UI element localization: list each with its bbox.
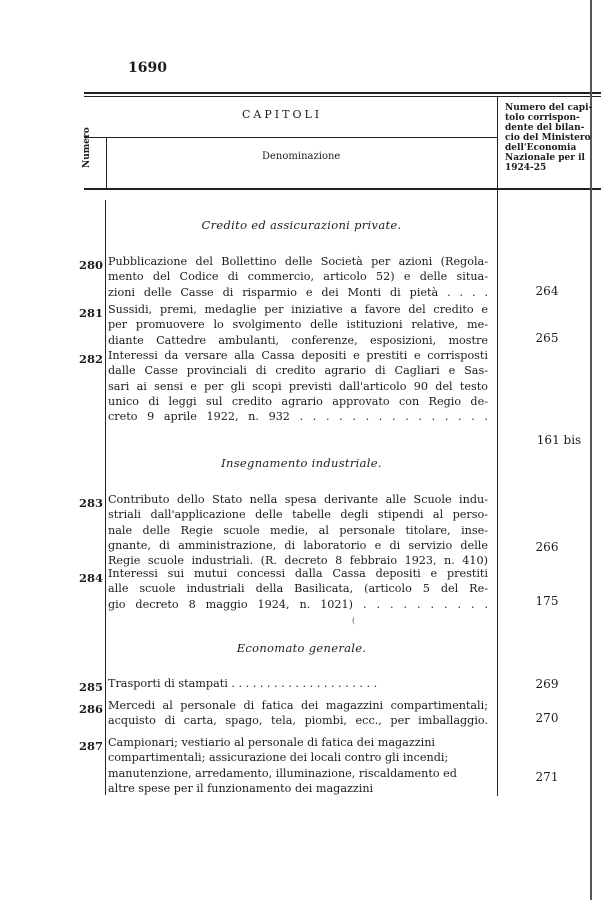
entry-line: compartimentali; assicurazione dei locali contro gli incendi; [108, 751, 449, 765]
entry-line: Contributo dello Stato nella spesa derivante alle Scuole indu- [108, 493, 488, 506]
entry-number: 283 [78, 496, 103, 510]
entry-line: Sussidi, premi, medaglie per iniziative a favore del credito e [108, 303, 488, 316]
entry-line: gnante, di amministrazione, di laboratorio e di servizio delle [108, 538, 488, 552]
entry-line: Regie scuole industriali. (R. decreto 8 febbraio 1923, n. 410) [108, 554, 488, 568]
numero-column-divider [106, 138, 107, 190]
entry-line: mento del Codice di commercio, articolo 52) e delle situa- [108, 270, 488, 284]
entry-line: diante Cattedre ambulanti, conferenze, esposizioni, mostre [108, 333, 488, 347]
entry-number: 282 [78, 352, 103, 366]
entry-number: 287 [78, 739, 103, 753]
entry-number: 285 [78, 680, 103, 694]
entry-number: 280 [78, 258, 103, 272]
entry-line: unico di leggi sul credito agrario approvato con Regio de- [108, 394, 488, 408]
ministry-heading-line: dell'Economia [505, 143, 577, 153]
capitoli-heading: CAPITOLI [242, 108, 323, 121]
entry-line: zioni delle Casse di risparmio e dei Monti di pietà . . . . [108, 285, 488, 299]
left-body-border [105, 200, 106, 795]
entry-line: Trasporti di stampati . . . . . . . . . . . . . . . . . . . . . [108, 677, 378, 690]
entry-text [108, 566, 488, 612]
top-double-rule-2 [84, 96, 601, 97]
entry-ref: 161 bis [536, 433, 582, 447]
entry-ref: 270 [535, 711, 559, 725]
section-title-wrapper [106, 218, 497, 232]
entry-line: dalle Casse provinciali di credito agrario di Cagliari e Sas- [108, 364, 488, 378]
entry-ref: 265 [535, 331, 559, 345]
scan-mark: ( [352, 616, 356, 625]
entry-text [108, 676, 488, 691]
entry-line: sari ai sensi e per gli scopi previsti dall'articolo 90 del testo [108, 379, 488, 393]
ministry-heading-line: Nazionale per il [505, 153, 585, 163]
entry-ref: 269 [535, 677, 559, 691]
entry-text [108, 492, 488, 568]
entry-line: alle scuole industriali della Basilicata, (articolo 5 del Re- [108, 582, 488, 596]
entry-text [108, 698, 488, 729]
entry-ref: 175 [535, 594, 559, 608]
ministry-heading-line: cio del Ministero [505, 133, 591, 143]
entry-line: Interessi sui mutui concessi dalla Cassa depositi e prestiti [108, 567, 488, 580]
entry-line: creto 9 aprile 1922, n. 932 . . . . . . . . . . . . . . . [108, 410, 488, 424]
entry-line: Mercedi al personale di fatica dei magazzini compartimentali; [108, 699, 488, 712]
entry-number: 286 [78, 702, 103, 716]
entry-line: striali dall'applicazione delle tabelle degli stipendi al perso- [108, 508, 488, 522]
section-title-credito: Credito ed assicurazioni private. [201, 218, 402, 232]
ministry-heading-line: tolo corrispon- [505, 113, 580, 123]
ministry-heading-line: Numero del capi- [505, 103, 593, 113]
right-column-divider [497, 96, 498, 796]
entry-line: per promuovere lo svolgimento delle istituzioni relative, me- [108, 318, 488, 332]
denominazione-heading: Denominazione [262, 151, 341, 162]
entry-ref: 266 [535, 540, 559, 554]
entry-text [108, 302, 488, 348]
entry-line: acquisto di carta, spago, tela, piombi, ecc., per imballaggio. [108, 714, 488, 728]
section-title-insegnamento: Insegnamento industriale. [221, 456, 382, 470]
capitoli-rule [84, 137, 498, 138]
header-bottom-rule [84, 188, 601, 190]
entry-line: Pubblicazione del Bollettino delle Società per azioni (Regola- [108, 255, 488, 268]
entry-number: 281 [78, 306, 103, 320]
entry-text [108, 254, 488, 300]
entry-line: altre spese per il funzionamento dei magazzini [108, 781, 374, 795]
entry-line: manutenzione, arredamento, illuminazione, riscaldamento ed [108, 766, 457, 780]
section-title-economato: Economato generale. [236, 641, 367, 655]
top-double-rule-1 [84, 92, 601, 94]
entry-number: 284 [78, 571, 103, 585]
ministry-chapter-heading [505, 103, 601, 173]
ministry-heading-line: dente del bilan- [505, 123, 585, 133]
numero-heading: Numero [82, 127, 92, 168]
entry-line: Interessi da versare alla Cassa depositi e prestiti e corrisposti [108, 349, 488, 362]
section-title-wrapper [106, 456, 497, 470]
entry-line: gio decreto 8 maggio 1924, n. 1021) . . . . . . . . . . [108, 597, 488, 611]
section-title-wrapper [106, 641, 497, 655]
entry-text [108, 348, 488, 424]
entry-ref: 264 [535, 284, 559, 298]
ministry-heading-line: 1924-25 [505, 163, 547, 173]
page-number: 1690 [128, 60, 167, 76]
entry-line: nale delle Regie scuole medie, al personale titolare, inse- [108, 523, 488, 537]
entry-text [108, 735, 488, 796]
entry-ref: 271 [535, 770, 559, 784]
entry-line: Campionari; vestiario al personale di fatica dei magazzini [108, 736, 435, 749]
